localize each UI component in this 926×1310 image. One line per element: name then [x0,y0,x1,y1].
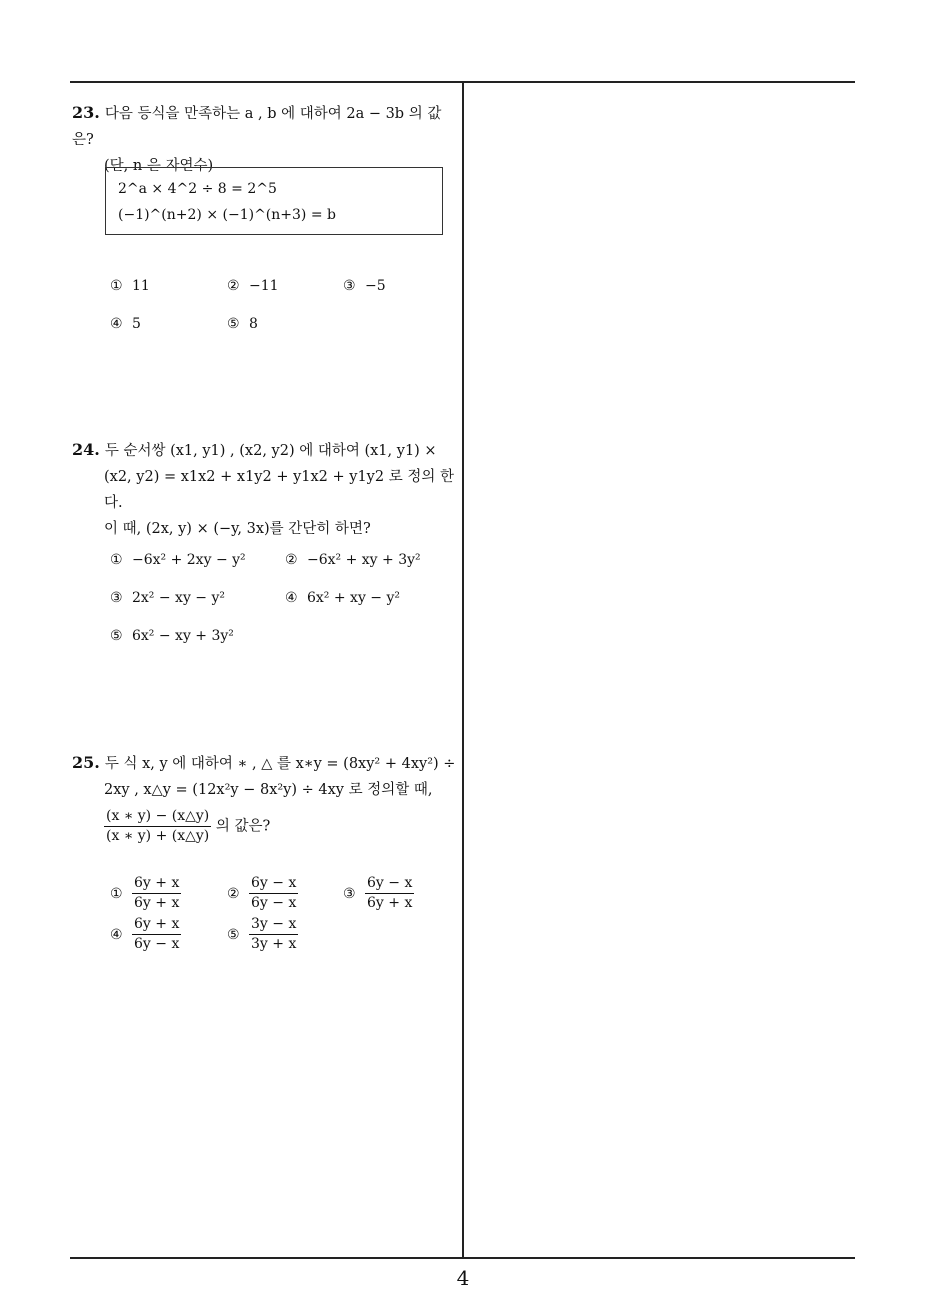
problem-24-text-line3: 이 때, (2x, y) × (−y, 3x)를 간단히 하면? [104,521,371,537]
choice-fraction: $\frac{6y - x}{6y - x}$ [251,875,297,911]
column-divider [462,82,464,1258]
choice-1[interactable]: ① −6x² + 2xy − y² [110,552,246,568]
choice-3[interactable]: ③ 2x² − xy − y² [110,590,226,606]
problem-25 [72,750,457,846]
problem-number: 23. [72,103,100,122]
given-line-1: 2^a × 4^2 ÷ 8 = 2^5 [118,181,277,197]
bottom-rule [70,1257,855,1259]
choice-4[interactable]: ④ 6x² + xy − y² [285,590,401,606]
choice-2[interactable]: ② −11 [227,278,279,294]
problem-24-statement [72,437,457,464]
choice-fraction: $\frac{6y + x}{6y - x}$ [134,916,180,952]
problem-25-statement [72,750,457,777]
page-number: 4 [456,1266,470,1290]
problem-24-text-line2: (x2, y2) = x1x2 + x1y2 + y1x2 + y1y2 로 정의 한다. [104,469,454,511]
problem-number: 24. [72,440,100,459]
choice-3[interactable]: ③ −5 [343,278,386,294]
choice-fraction: $\frac{6y - x}{6y + x}$ [367,875,413,911]
problem-25-text-line1: 두 식 x, y 에 대하여 ∗ , △ 를 x∗y = (8xy² + 4xy²) ÷ [104,756,456,772]
choice-3[interactable]: ③ $\frac{6y - x}{6y + x}$ [343,875,413,911]
choice-fraction: $\frac{6y + x}{6y + x}$ [134,875,180,911]
expression-fraction: $\frac{(x ∗ y) - (x\triangle y)}{(x ∗ y) + (x\triangle y)}$ [106,808,210,844]
given-line-2: (−1)^(n+2) × (−1)^(n+3) = b [118,207,336,223]
problem-23-text-line2: (단, n 은 자연수) [104,158,214,174]
choice-1[interactable]: ① 11 [110,278,150,294]
choice-fraction: $\frac{3y - x}{3y + x}$ [251,916,297,952]
problem-24-text-line1: 두 순서쌍 (x1, y1) , (x2, y2) 에 대하여 (x1, y1) × [104,443,437,459]
problem-25-question: 의 값은? [215,818,271,835]
given-conditions-box [105,167,443,235]
choice-5[interactable]: ⑤ $\frac{3y - x}{3y + x}$ [227,916,297,952]
problem-25-text-line2: 2xy , x△y = (12x²y − 8x²y) ÷ 4xy 로 정의할 때, [104,782,433,798]
choice-5[interactable]: ⑤ 8 [227,316,258,332]
choice-2[interactable]: ② $\frac{6y - x}{6y - x}$ [227,875,297,911]
problem-24 [72,437,457,542]
problem-number: 25. [72,753,100,772]
problem-23-text-line1: 다음 등식을 만족하는 a , b 에 대하여 2a − 3b 의 값은? [72,106,442,148]
choice-4[interactable]: ④ $\frac{6y + x}{6y - x}$ [110,916,180,952]
choice-1[interactable]: ① $\frac{6y + x}{6y + x}$ [110,875,180,911]
choice-5[interactable]: ⑤ 6x² − xy + 3y² [110,628,234,644]
problem-23-statement [72,100,457,153]
choice-2[interactable]: ② −6x² + xy + 3y² [285,552,421,568]
choice-4[interactable]: ④ 5 [110,316,141,332]
problem-25-fraction-line [72,807,457,846]
